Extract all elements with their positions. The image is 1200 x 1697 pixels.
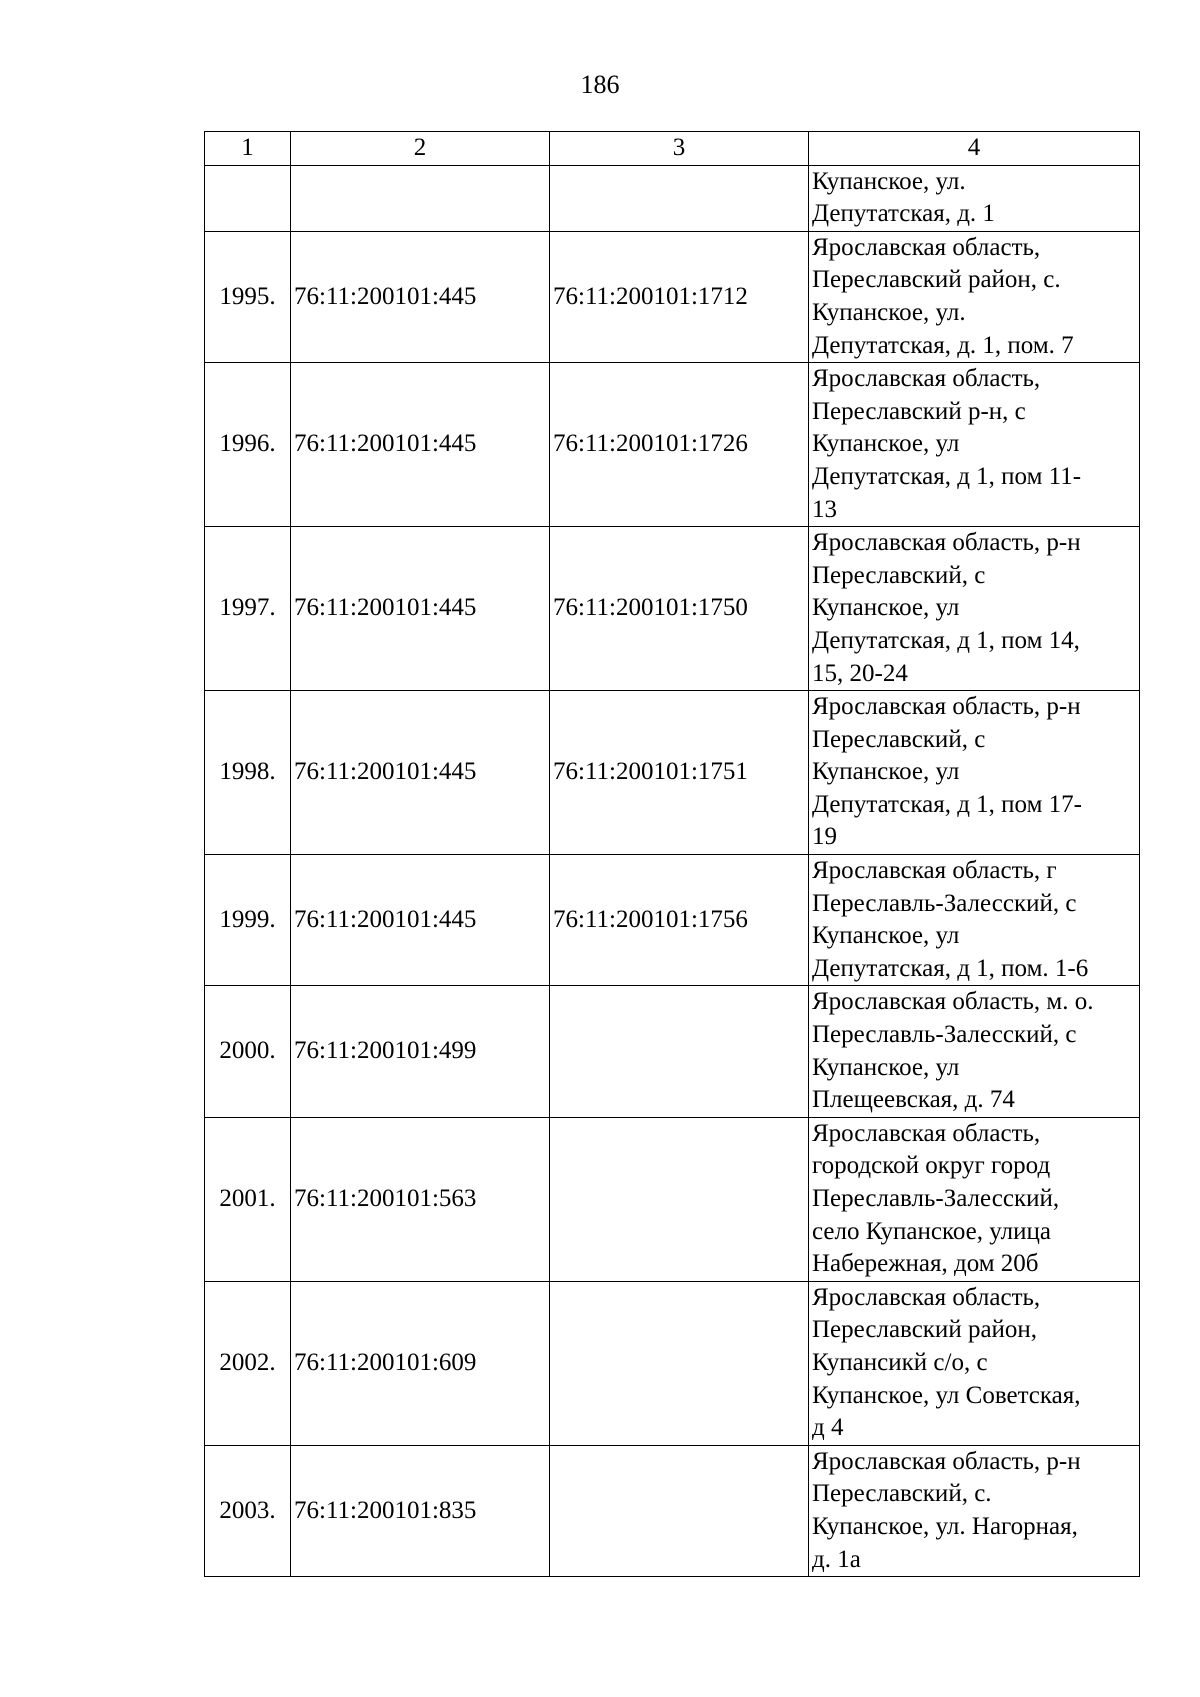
address-line: Ярославская область,	[812, 1119, 1041, 1147]
address-line: Депутатская, д 1, пом 11-	[812, 462, 1082, 490]
address-line: Ярославская область, р-н	[812, 529, 1081, 557]
address-line: Переславский район, с.	[812, 266, 1061, 294]
address-line: Депутатская, д. 1	[812, 200, 995, 228]
address-line: Депутатская, д 1, пом 17-	[812, 790, 1082, 818]
address-line: Купанское, ул.	[812, 298, 966, 326]
land-parcel-cadastral-number: 76:11:200101:445	[291, 855, 550, 986]
table-body	[205, 165, 1140, 1577]
column-header-1: 1	[205, 132, 291, 166]
address-line: Переславский, с	[812, 725, 986, 753]
land-parcel-cadastral-number: 76:11:200101:835	[291, 1445, 550, 1576]
address-cell	[809, 986, 1140, 1117]
address-line: Купансикй с/о, с	[812, 1348, 988, 1376]
address-line: 13	[812, 495, 837, 523]
land-parcel-cadastral-number: 76:11:200101:445	[291, 231, 550, 362]
address-line: Переславль-Залесский, с	[812, 889, 1077, 917]
address-line: Ярославская область, р-н	[812, 693, 1081, 721]
address-line: Переславль-Залесский, с	[812, 1021, 1077, 1049]
address-cell	[809, 363, 1140, 527]
table-row	[205, 986, 1140, 1117]
address-line: Ярославская область,	[812, 233, 1041, 261]
address-cell	[809, 1445, 1140, 1576]
object-cadastral-number: 76:11:200101:1726	[550, 363, 809, 527]
land-parcel-cadastral-number: 76:11:200101:445	[291, 691, 550, 855]
row-number: 1996.	[205, 363, 291, 527]
address-line: Купанское, ул	[812, 430, 960, 458]
object-cadastral-number: 76:11:200101:1712	[550, 231, 809, 362]
column-header-4: 4	[809, 132, 1140, 166]
table-row	[205, 691, 1140, 855]
address-line: 15, 20-24	[812, 659, 908, 687]
table-row	[205, 231, 1140, 362]
address-cell	[809, 527, 1140, 691]
address-line: Ярославская область,	[812, 1283, 1041, 1311]
address-line: городской округ город	[812, 1152, 1051, 1180]
address-line: Плещеевская, д. 74	[812, 1086, 1015, 1114]
land-parcel-cadastral-number: 76:11:200101:445	[291, 363, 550, 527]
address-line: Переславский р-н, с	[812, 397, 1026, 425]
address-cell	[809, 691, 1140, 855]
address-line: Ярославская область, р-н	[812, 1447, 1081, 1475]
object-cadastral-number: 76:11:200101:1756	[550, 855, 809, 986]
address-cell	[809, 1281, 1140, 1445]
row-number: 2003.	[205, 1445, 291, 1576]
object-cadastral-number	[550, 986, 809, 1117]
address-cell	[809, 855, 1140, 986]
table-row	[205, 363, 1140, 527]
address-line: Купанское, ул.	[812, 167, 966, 195]
table-row	[205, 165, 1140, 231]
address-cell	[809, 231, 1140, 362]
table-row	[205, 527, 1140, 691]
row-number: 1997.	[205, 527, 291, 691]
address-line: Набережная, дом 20б	[812, 1250, 1039, 1278]
address-line: д. 1а	[812, 1545, 861, 1573]
land-parcel-cadastral-number: 76:11:200101:609	[291, 1281, 550, 1445]
land-parcel-cadastral-number: 76:11:200101:445	[291, 527, 550, 691]
row-number	[205, 165, 291, 231]
address-cell	[809, 165, 1140, 231]
table-row	[205, 1117, 1140, 1281]
address-line: Ярославская область,	[812, 365, 1041, 393]
registry-table	[204, 131, 1140, 1577]
object-cadastral-number: 76:11:200101:1750	[550, 527, 809, 691]
address-line: Купанское, ул	[812, 758, 960, 786]
table-row	[205, 855, 1140, 986]
table-row	[205, 1445, 1140, 1576]
address-line: Купанское, ул Советская,	[812, 1381, 1081, 1409]
land-parcel-cadastral-number: 76:11:200101:499	[291, 986, 550, 1117]
row-number: 1999.	[205, 855, 291, 986]
row-number: 1998.	[205, 691, 291, 855]
address-line: Купанское, ул	[812, 922, 960, 950]
address-line: Ярославская область, г	[812, 857, 1057, 885]
address-line: Переславский, с.	[812, 1480, 992, 1508]
address-line: д 4	[812, 1414, 844, 1442]
object-cadastral-number	[550, 1281, 809, 1445]
address-line: Купанское, ул. Нагорная,	[812, 1512, 1078, 1540]
address-line: Ярославская область, м. о.	[812, 988, 1094, 1016]
object-cadastral-number	[550, 1117, 809, 1281]
table-row	[205, 1281, 1140, 1445]
address-line: 19	[812, 823, 837, 851]
land-parcel-cadastral-number	[291, 165, 550, 231]
address-line: село Купанское, улица	[812, 1217, 1051, 1245]
address-line: Переславский, с	[812, 561, 986, 589]
object-cadastral-number: 76:11:200101:1751	[550, 691, 809, 855]
land-parcel-cadastral-number: 76:11:200101:563	[291, 1117, 550, 1281]
row-number: 1995.	[205, 231, 291, 362]
address-cell	[809, 1117, 1140, 1281]
column-header-2: 2	[291, 132, 550, 166]
object-cadastral-number	[550, 165, 809, 231]
address-line: Переславский район,	[812, 1316, 1038, 1344]
address-line: Купанское, ул	[812, 1053, 960, 1081]
address-line: Переславль-Залесский,	[812, 1185, 1060, 1212]
row-number: 2001.	[205, 1117, 291, 1281]
address-line: Депутатская, д. 1, пом. 7	[812, 331, 1074, 359]
address-line: Депутатская, д 1, пом. 1-6	[812, 954, 1089, 982]
header-row	[205, 132, 1140, 166]
page-number: 186	[580, 70, 620, 99]
row-number: 2002.	[205, 1281, 291, 1445]
object-cadastral-number	[550, 1445, 809, 1576]
address-line: Купанское, ул	[812, 594, 960, 622]
address-line: Депутатская, д 1, пом 14,	[812, 626, 1080, 654]
row-number: 2000.	[205, 986, 291, 1117]
column-header-3: 3	[550, 132, 809, 166]
